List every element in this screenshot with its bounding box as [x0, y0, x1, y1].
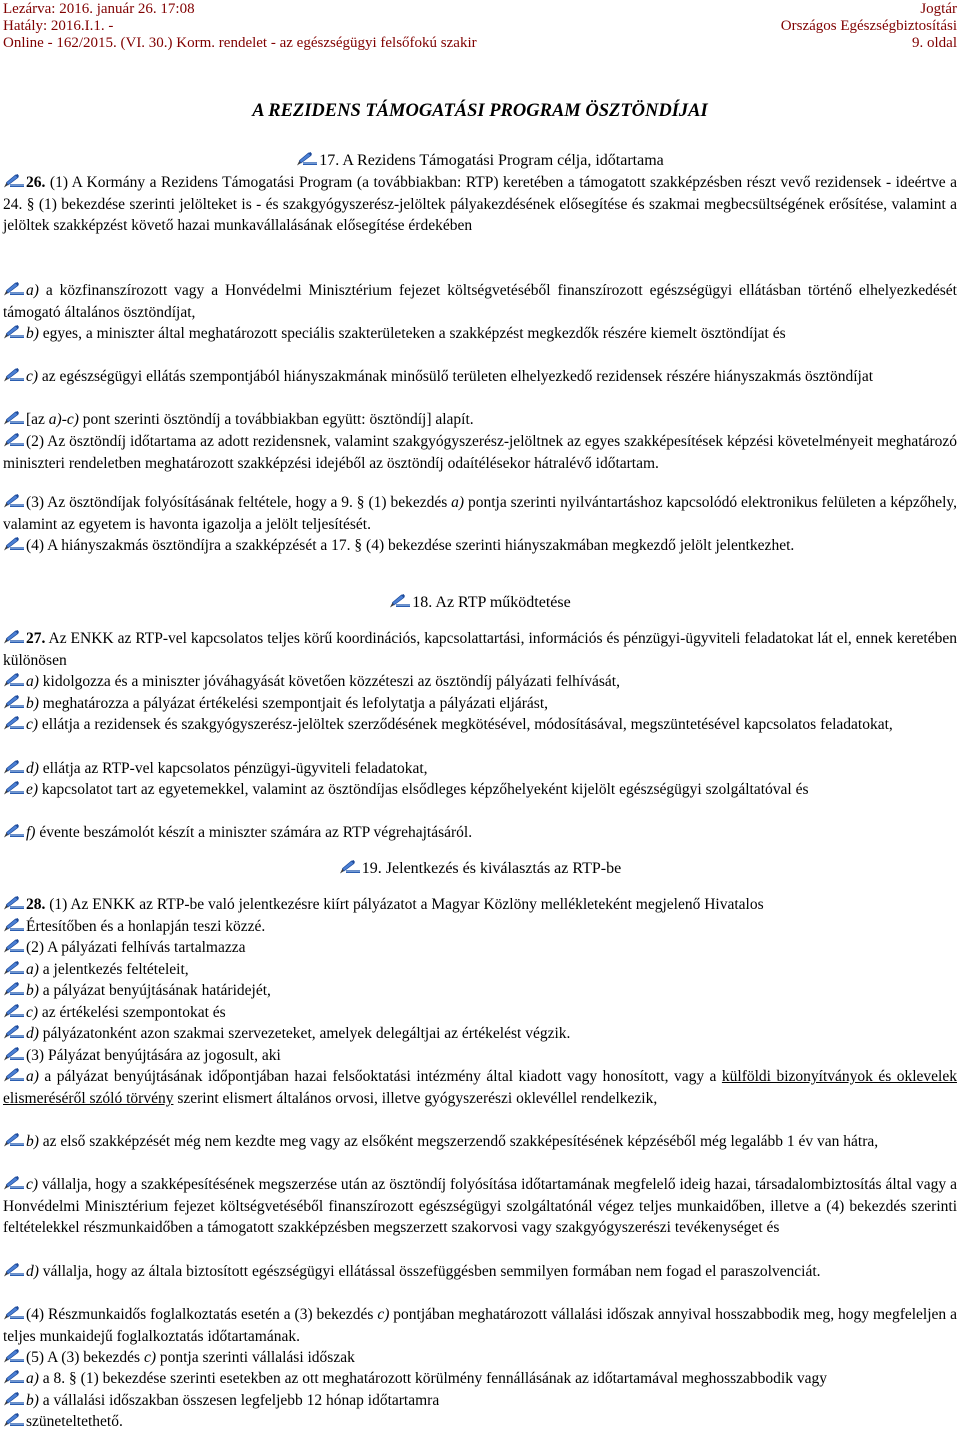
- pen-link-icon[interactable]: [3, 695, 25, 709]
- paragraph-28-3-b: b) az első szakképzését még nem kezdte meg vagy az elsőként megszerzendő szakképesítésének képzéséből még legalább 1 év van hátra,: [3, 1131, 957, 1153]
- section-heading-19: 19. Jelentkezés és kiválasztás az RTP-be: [0, 859, 960, 879]
- pen-link-icon[interactable]: [3, 1263, 25, 1277]
- pen-link-icon[interactable]: [3, 824, 25, 838]
- pen-link-icon[interactable]: [3, 1413, 25, 1427]
- pen-link-icon[interactable]: [3, 760, 25, 774]
- paragraph-28-2-c: c) az értékelési szempontokat és: [3, 1002, 957, 1024]
- pen-link-icon[interactable]: [3, 282, 25, 296]
- paragraph-27: 27. Az ENKK az RTP-vel kapcsolatos teljes körű koordinációs, kapcsolattartási, információs és pénzügyi-ügyviteli feladatokat lát el, ennek keretében különösen: [3, 630, 957, 669]
- paragraph-28-3-d: d) vállalja, hogy az általa biztosított egészségügyi ellátással összefüggésben semmilyen formában nem fogad el paraszolvenciát.: [3, 1261, 957, 1283]
- paragraph-28-5-closing: szüneteltethető.: [3, 1411, 957, 1433]
- section-heading-17: 17. A Rezidens Támogatási Program célja, időtartama: [0, 151, 960, 171]
- paragraph-26-b: b) egyes, a miniszter által meghatározott speciális szakterületeken a szakképzést megkezdők részére kiemelt ösztöndíjat és: [3, 323, 957, 345]
- law-reference-link[interactable]: külföldi bizonyítványok és oklevelek elismeréséről szóló törvény: [3, 1068, 957, 1107]
- paragraph-28-5: (5) A (3) bekezdés c) pontja szerinti vállalási időszak: [3, 1347, 957, 1369]
- pen-link-icon[interactable]: [3, 494, 25, 508]
- chapter-title: A REZIDENS TÁMOGATÁSI PROGRAM ÖSZTÖNDÍJAI: [252, 101, 708, 121]
- paragraph-27-a: a) kidolgozza és a miniszter jóváhagyását követően közzéteszi az ösztöndíj pályázati felhívását,: [3, 671, 957, 693]
- paragraph-27-e: e) kapcsolatot tart az egyetemekkel, valamint az ösztöndíjas elsődleges képzőhelyeként kijelölt egészségügyi szolgáltatóval és: [3, 779, 957, 801]
- pen-link-icon[interactable]: [3, 433, 25, 447]
- paragraph-28-1-continuation: Értesítőben és a honlapján teszi közzé.: [3, 916, 957, 938]
- paragraph-26-3: (3) Az ösztöndíjak folyósításának feltétele, hogy a 9. § (1) bekezdés a) pontja szerinti nyilvántartáshoz kapcsolódó elektronikus felületen a képzőhely, valamint az egyetem is havonta igazolja a jelölt teljesítését.: [3, 494, 958, 533]
- pen-link-icon[interactable]: [3, 781, 25, 795]
- header-closed-date: Lezárva: 2016. január 26. 17:08: [3, 1, 195, 17]
- pen-link-icon[interactable]: [3, 1370, 25, 1384]
- pen-link-icon[interactable]: [3, 411, 25, 425]
- paragraph-27-d: d) ellátja az RTP-vel kapcsolatos pénzügyi-ügyviteli feladatokat,: [3, 758, 957, 780]
- header-document-ref: Online - 162/2015. (VI. 30.) Korm. rendelet - az egészségügyi felsőfokú szakir: [3, 35, 477, 51]
- header-page-number: 9. oldal: [912, 35, 957, 51]
- paragraph-28-3: (3) Pályázat benyújtására az jogosult, aki: [3, 1045, 957, 1067]
- pen-link-icon[interactable]: [339, 860, 361, 874]
- pen-link-icon[interactable]: [3, 368, 25, 382]
- pen-link-icon[interactable]: [3, 1176, 25, 1190]
- header-effect: Hatály: 2016.I.1. -: [3, 18, 114, 34]
- pen-link-icon[interactable]: [389, 594, 411, 608]
- pen-link-icon[interactable]: [3, 716, 25, 730]
- paragraph-28-2-d: d) pályázatonként azon szakmai szervezeteket, amelyek delegáltjai az értékelést végzik.: [3, 1023, 957, 1045]
- pen-link-icon[interactable]: [3, 673, 25, 687]
- paragraph-28: 28. (1) Az ENKK az RTP-be való jelentkezésre kiírt pályázatot a Magyar Közlöny mellékleteként megjelenő Hivatalos: [3, 894, 957, 916]
- pen-link-icon[interactable]: [3, 1025, 25, 1039]
- paragraph-28-2-a: a) a jelentkezés feltételeit,: [3, 959, 957, 981]
- pen-link-icon[interactable]: [3, 1047, 25, 1061]
- pen-link-icon[interactable]: [3, 918, 25, 932]
- paragraph-28-3-c: c) vállalja, hogy a szakképesítésének megszerzése után az ösztöndíj folyósítása időtartamának megfelelő ideig hazai, társadalombiztosítás által vagy a Honvédelmi Minisztérium fejezet költségvetéséből finanszírozott egészségügyi szolgáltatónál végez teljes munkaidőben, illetve a (4) bekezdés szerinti feltételekkel részmunkaidőben a támogatott szakképzésben megszerzett szakorvosi vagy szakgyógyszerészi tevékenységet és: [3, 1176, 957, 1237]
- paragraph-28-5-a: a) a 8. § (1) bekezdése szerinti esetekben az ott meghatározott körülmény fennállásának az időtartamával meghosszabbodik vagy: [3, 1368, 957, 1390]
- paragraph-28-3-a: a) a pályázat benyújtásának időpontjában hazai felsőoktatási intézmény által kiadott vagy honosított, vagy a külföldi bizonyítványok és oklevelek elismeréséről szóló törvény szerint elismert általános orvosi, illetve gyógyszerészi oklevéllel rendelkezik,: [3, 1068, 957, 1107]
- paragraph-27-f: f) évente beszámolót készít a miniszter számára az RTP végrehajtásáról.: [3, 822, 957, 844]
- paragraph-26: 26. (1) A Kormány a Rezidens Támogatási Program (a továbbiakban: RTP) keretében a támogatott szakképzésben részt vevő rezidensek - ideértve a 24. § (1) bekezdése szerinti jelölteket is - és szakgyógyszerész-jelöltek pályakezdésének elősegítése és szakmai megbecsültségének erősítése, valamint a jelöltek szakképzést követő hazai munkavállalásának elősegítése érdekében: [3, 174, 957, 235]
- paragraph-28-2: (2) A pályázati felhívás tartalmazza: [3, 937, 957, 959]
- header-brand: Jogtár: [920, 1, 957, 17]
- pen-link-icon[interactable]: [3, 1349, 25, 1363]
- paragraph-26-closing: [az a)-c) pont szerinti ösztöndíj a továbbiakban együtt: ösztöndíj] alapít.: [3, 409, 957, 431]
- paragraph-28-2-b: b) a pályázat benyújtásának határidejét,: [3, 980, 957, 1002]
- pen-link-icon[interactable]: [3, 1004, 25, 1018]
- paragraph-26-a: a) a közfinanszírozott vagy a Honvédelmi Minisztérium fejezet költségvetéséből finanszírozott egészségügyi ellátásban történő elhelyezkedését támogató általános ösztöndíjat,: [3, 282, 957, 321]
- pen-link-icon[interactable]: [3, 1133, 25, 1147]
- pen-link-icon[interactable]: [3, 537, 25, 551]
- pen-link-icon[interactable]: [3, 939, 25, 953]
- paragraph-28-5-b: b) a vállalási időszakban összesen legfeljebb 12 hónap időtartamra: [3, 1390, 957, 1412]
- pen-link-icon[interactable]: [3, 1068, 25, 1082]
- paragraph-28-4: (4) Részmunkaidős foglalkoztatás esetén a (3) bekezdés c) pontjában meghatározott vállalási időszak annyival hosszabbodik meg, hogy megfeleljen a teljes munkaidejű foglalkoztatás időtartamának.: [3, 1306, 957, 1345]
- pen-link-icon[interactable]: [3, 982, 25, 996]
- paragraph-27-b: b) meghatározza a pályázat értékelési szempontjait és lefolytatja a pályázati eljárást,: [3, 693, 957, 715]
- paragraph-26-4: (4) A hiányszakmás ösztöndíjra a szakképzését a 17. § (4) bekezdése szerinti hiányszakmában megkezdő jelölt jelentkezhet.: [3, 535, 957, 557]
- pen-link-icon[interactable]: [3, 1392, 25, 1406]
- pen-link-icon[interactable]: [3, 174, 25, 188]
- paragraph-26-c: c) az egészségügyi ellátás szempontjából hiányszakmának minősülő területen elhelyezkedő rezidensek részére hiányszakmás ösztöndíjat: [3, 366, 957, 388]
- section-heading-18: 18. Az RTP működtetése: [0, 593, 960, 613]
- paragraph-26-2: (2) Az ösztöndíj időtartama az adott rezidensnek, valamint szakgyógyszerész-jelöltnek az egyes szakképesítések képzési követelményeit meghatározó miniszteri rendeletben meghatározott szakképzési idejéből az ösztöndíj odaítélésekor hátralévő időtartam.: [3, 433, 957, 472]
- pen-link-icon[interactable]: [3, 896, 25, 910]
- paragraph-27-c: c) ellátja a rezidensek és szakgyógyszerész-jelöltek szerződésének megkötésével, módosításával, megszüntetésével kapcsolatos feladatokat,: [3, 714, 957, 736]
- pen-link-icon[interactable]: [3, 325, 25, 339]
- pen-link-icon[interactable]: [296, 152, 318, 166]
- header-organization: Országos Egészségbiztosítási: [780, 18, 957, 34]
- pen-link-icon[interactable]: [3, 961, 25, 975]
- pen-link-icon[interactable]: [3, 1306, 25, 1320]
- pen-link-icon[interactable]: [3, 630, 25, 644]
